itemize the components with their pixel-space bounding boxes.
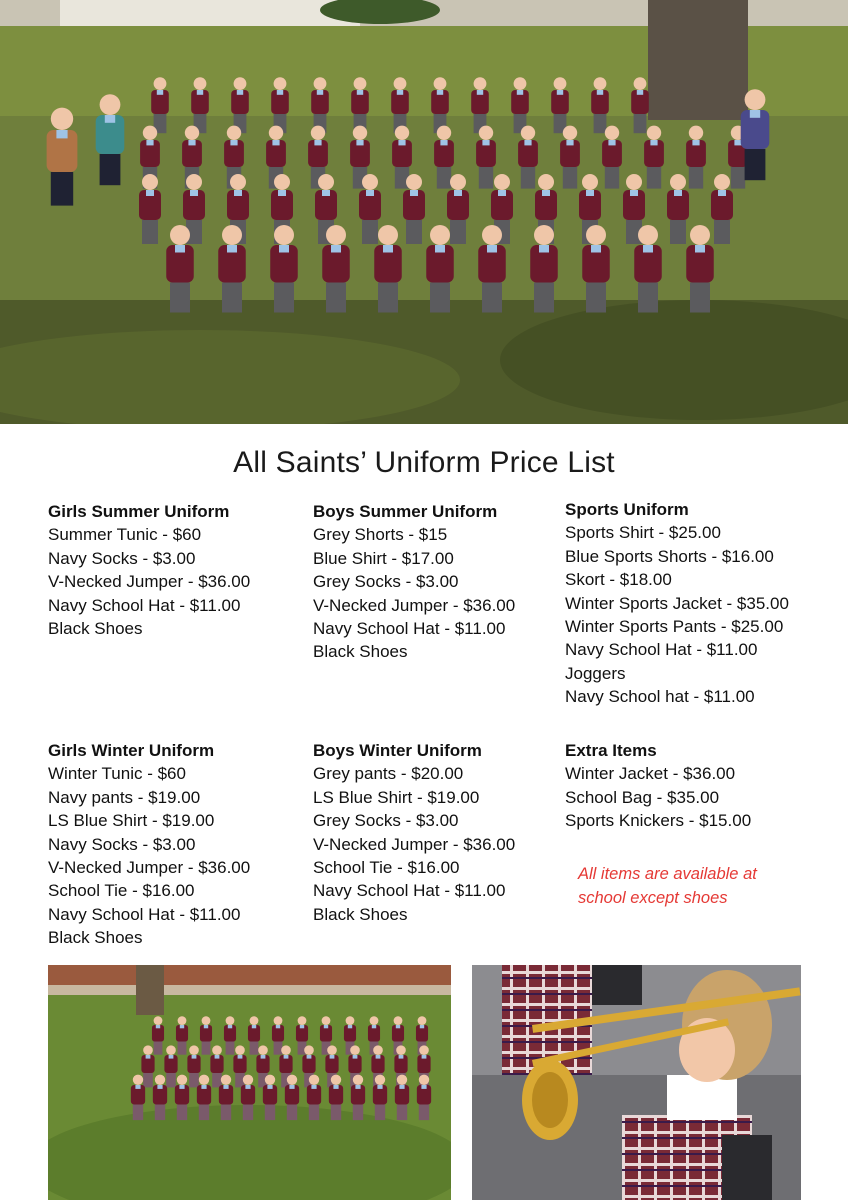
price-item: Winter Sports Jacket - $35.00 <box>565 593 789 613</box>
girls-summer-uniform-section <box>48 500 250 640</box>
price-item: School Tie - $16.00 <box>313 858 460 878</box>
price-item: V-Necked Jumper - $36.00 <box>48 572 251 592</box>
price-item: Grey pants - $20.00 <box>313 764 464 784</box>
price-item: V-Necked Jumper - $36.00 <box>48 858 251 878</box>
price-item: Winter Sports Pants - $25.00 <box>565 617 784 637</box>
price-item: Navy Socks - $3.00 <box>48 548 196 568</box>
section-heading: Boys Winter Uniform <box>313 741 482 760</box>
price-item: Navy pants - $19.00 <box>48 787 201 807</box>
price-item: Grey Socks - $3.00 <box>313 572 459 592</box>
price-item: Navy Socks - $3.00 <box>48 834 196 854</box>
price-item: Navy School Hat - $11.00 <box>313 881 506 901</box>
price-item: Black Shoes <box>48 619 143 639</box>
trombone-student-photo <box>472 965 801 1200</box>
note-line: school except shoes <box>578 888 728 907</box>
price-item: Grey Socks - $3.00 <box>313 811 459 831</box>
boys-winter-uniform-section <box>313 739 515 926</box>
price-item: Winter Jacket - $36.00 <box>565 764 736 784</box>
price-item: Blue Shirt - $17.00 <box>313 548 454 568</box>
sports-uniform-section <box>565 498 789 709</box>
price-item: Navy School Hat - $11.00 <box>48 904 241 924</box>
price-item: V-Necked Jumper - $36.00 <box>313 595 516 615</box>
price-item: School Bag - $35.00 <box>565 787 720 807</box>
price-item: Black Shoes <box>48 928 143 948</box>
price-item: V-Necked Jumper - $36.00 <box>313 834 516 854</box>
note-line: All items are available at <box>578 865 757 883</box>
price-item: Black Shoes <box>313 904 408 924</box>
girls-winter-uniform-section <box>48 739 250 950</box>
price-item: Sports Shirt - $25.00 <box>565 523 721 543</box>
price-item: School Tie - $16.00 <box>48 881 195 901</box>
price-item: LS Blue Shirt - $19.00 <box>48 811 215 831</box>
price-item: Blue Sports Shorts - $16.00 <box>565 546 774 566</box>
extra-items-section <box>565 739 751 833</box>
price-item: Joggers <box>565 663 626 683</box>
price-item: Navy School hat - $11.00 <box>565 687 755 707</box>
price-item: Navy School Hat - $11.00 <box>565 640 758 660</box>
school-group-photo <box>0 0 848 424</box>
price-item: Summer Tunic - $60 <box>48 525 202 545</box>
price-item: Winter Tunic - $60 <box>48 764 186 784</box>
aerial-group-photo <box>48 965 451 1200</box>
price-item: Navy School Hat - $11.00 <box>313 619 506 639</box>
boys-summer-uniform-section <box>313 500 515 664</box>
price-item: LS Blue Shirt - $19.00 <box>313 787 480 807</box>
price-item: Navy School Hat - $11.00 <box>48 595 241 615</box>
price-item: Skort - $18.00 <box>565 570 672 590</box>
section-heading: Girls Summer Uniform <box>48 502 230 521</box>
price-item: Black Shoes <box>313 642 408 662</box>
price-item: Sports Knickers - $15.00 <box>565 811 752 831</box>
page-title: All Saints’ Uniform Price List <box>233 446 615 479</box>
section-heading: Extra Items <box>565 741 657 760</box>
section-heading: Boys Summer Uniform <box>313 502 498 521</box>
availability-note <box>578 863 808 910</box>
price-item: Grey Shorts - $15 <box>313 525 448 545</box>
section-heading: Sports Uniform <box>565 500 689 519</box>
section-heading: Girls Winter Uniform <box>48 741 215 760</box>
